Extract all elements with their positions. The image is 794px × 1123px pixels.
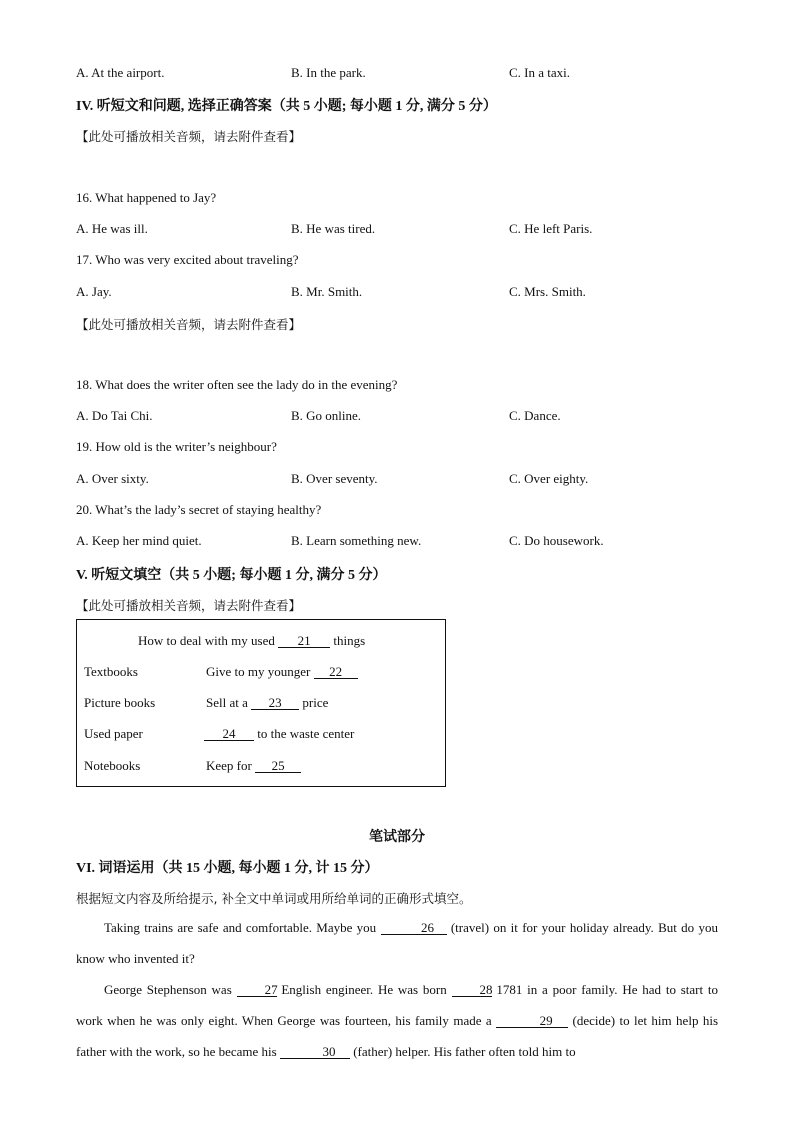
passage-paragraph-1: Taking trains are safe and comfortable. Maybe you 26 (travel) on it for your holiday already. But do you know who invented it? — [76, 920, 718, 966]
blank-28: 28 — [452, 983, 492, 997]
question-text: 20. What’s the lady’s secret of staying healthy? — [76, 502, 322, 517]
question-text: 16. What happened to Jay? — [76, 190, 217, 205]
option-c: C. In a taxi. — [509, 65, 571, 80]
audio-note: 【此处可播放相关音频，请去附件查看】 — [76, 598, 302, 613]
answer-blank: 25 — [255, 759, 301, 773]
instruction: 根据短文内容及所给提示, 补全文中单词或用所给单词的正确形式填空。 — [76, 891, 472, 906]
option-b: B. He was tired. — [291, 221, 376, 236]
option-a: A. Jay. — [76, 284, 112, 299]
section-6-title: VI. 词语运用（共 15 小题, 每小题 1 分, 计 15 分） — [76, 861, 379, 876]
answer-blank: 22 — [314, 665, 358, 679]
blank-21: 21 — [278, 634, 330, 648]
option-a: A. Keep her mind quiet. — [76, 533, 202, 548]
blank-29: 29 — [496, 1014, 568, 1028]
table-row-label: Notebooks — [84, 758, 141, 773]
option-c: C. Over eighty. — [509, 471, 589, 486]
table-row-label: Picture books — [84, 695, 156, 710]
table-row-label: Used paper — [84, 726, 143, 741]
table-title: How to deal with my used 21 things — [138, 633, 366, 648]
answer-blank: 24 — [204, 727, 254, 741]
option-b: B. Go online. — [291, 408, 362, 423]
audio-note: 【此处可播放相关音频，请去附件查看】 — [76, 129, 302, 144]
blank-26: 26 — [381, 921, 447, 935]
passage-paragraph-2: George Stephenson was 27 English engineer. He was born 28 1781 in a poor family. He had to start to work when he was only eight. When George was fourteen, his family made a 29 (decide) to let him help his father with the work, so he became his 30 (father) helper. His father often told him to — [76, 982, 719, 1059]
written-heading: 笔试部分 — [369, 830, 425, 845]
question-text: 17. Who was very excited about traveling? — [76, 252, 299, 267]
option-c: C. Mrs. Smith. — [509, 284, 586, 299]
option-a: A. Do Tai Chi. — [76, 408, 153, 423]
table-row-content: Give to my younger 22 — [206, 664, 358, 680]
option-c: C. Dance. — [509, 408, 561, 423]
option-a: A. He was ill. — [76, 221, 148, 236]
option-c: C. Do housework. — [509, 533, 604, 548]
question-text: 18. What does the writer often see the lady do in the evening? — [76, 377, 398, 392]
blank-27: 27 — [237, 983, 277, 997]
option-c: C. He left Paris. — [509, 221, 593, 236]
blank-30: 30 — [280, 1045, 350, 1059]
option-b: B. Learn something new. — [291, 533, 422, 548]
table-row-content: Sell at a 23 price — [206, 695, 329, 710]
audio-note: 【此处可播放相关音频，请去附件查看】 — [76, 317, 302, 332]
answer-blank: 23 — [251, 696, 299, 710]
table-row-content: Keep for 25 — [206, 758, 301, 774]
section-5-title: V. 听短文填空（共 5 小题; 每小题 1 分, 满分 5 分） — [76, 568, 387, 583]
fill-in-table — [76, 619, 446, 787]
section-4-title: IV. 听短文和问题, 选择正确答案（共 5 小题; 每小题 1 分, 满分 5 分） — [76, 99, 497, 114]
option-a: A. At the airport. — [76, 65, 165, 80]
option-a: A. Over sixty. — [76, 471, 149, 486]
table-row-label: Textbooks — [84, 664, 138, 679]
option-b: B. Mr. Smith. — [291, 284, 363, 299]
table-row-content: 24 to the waste center — [204, 726, 354, 742]
option-b: B. Over seventy. — [291, 471, 378, 486]
option-b: B. In the park. — [291, 65, 366, 80]
question-text: 19. How old is the writer’s neighbour? — [76, 439, 277, 454]
